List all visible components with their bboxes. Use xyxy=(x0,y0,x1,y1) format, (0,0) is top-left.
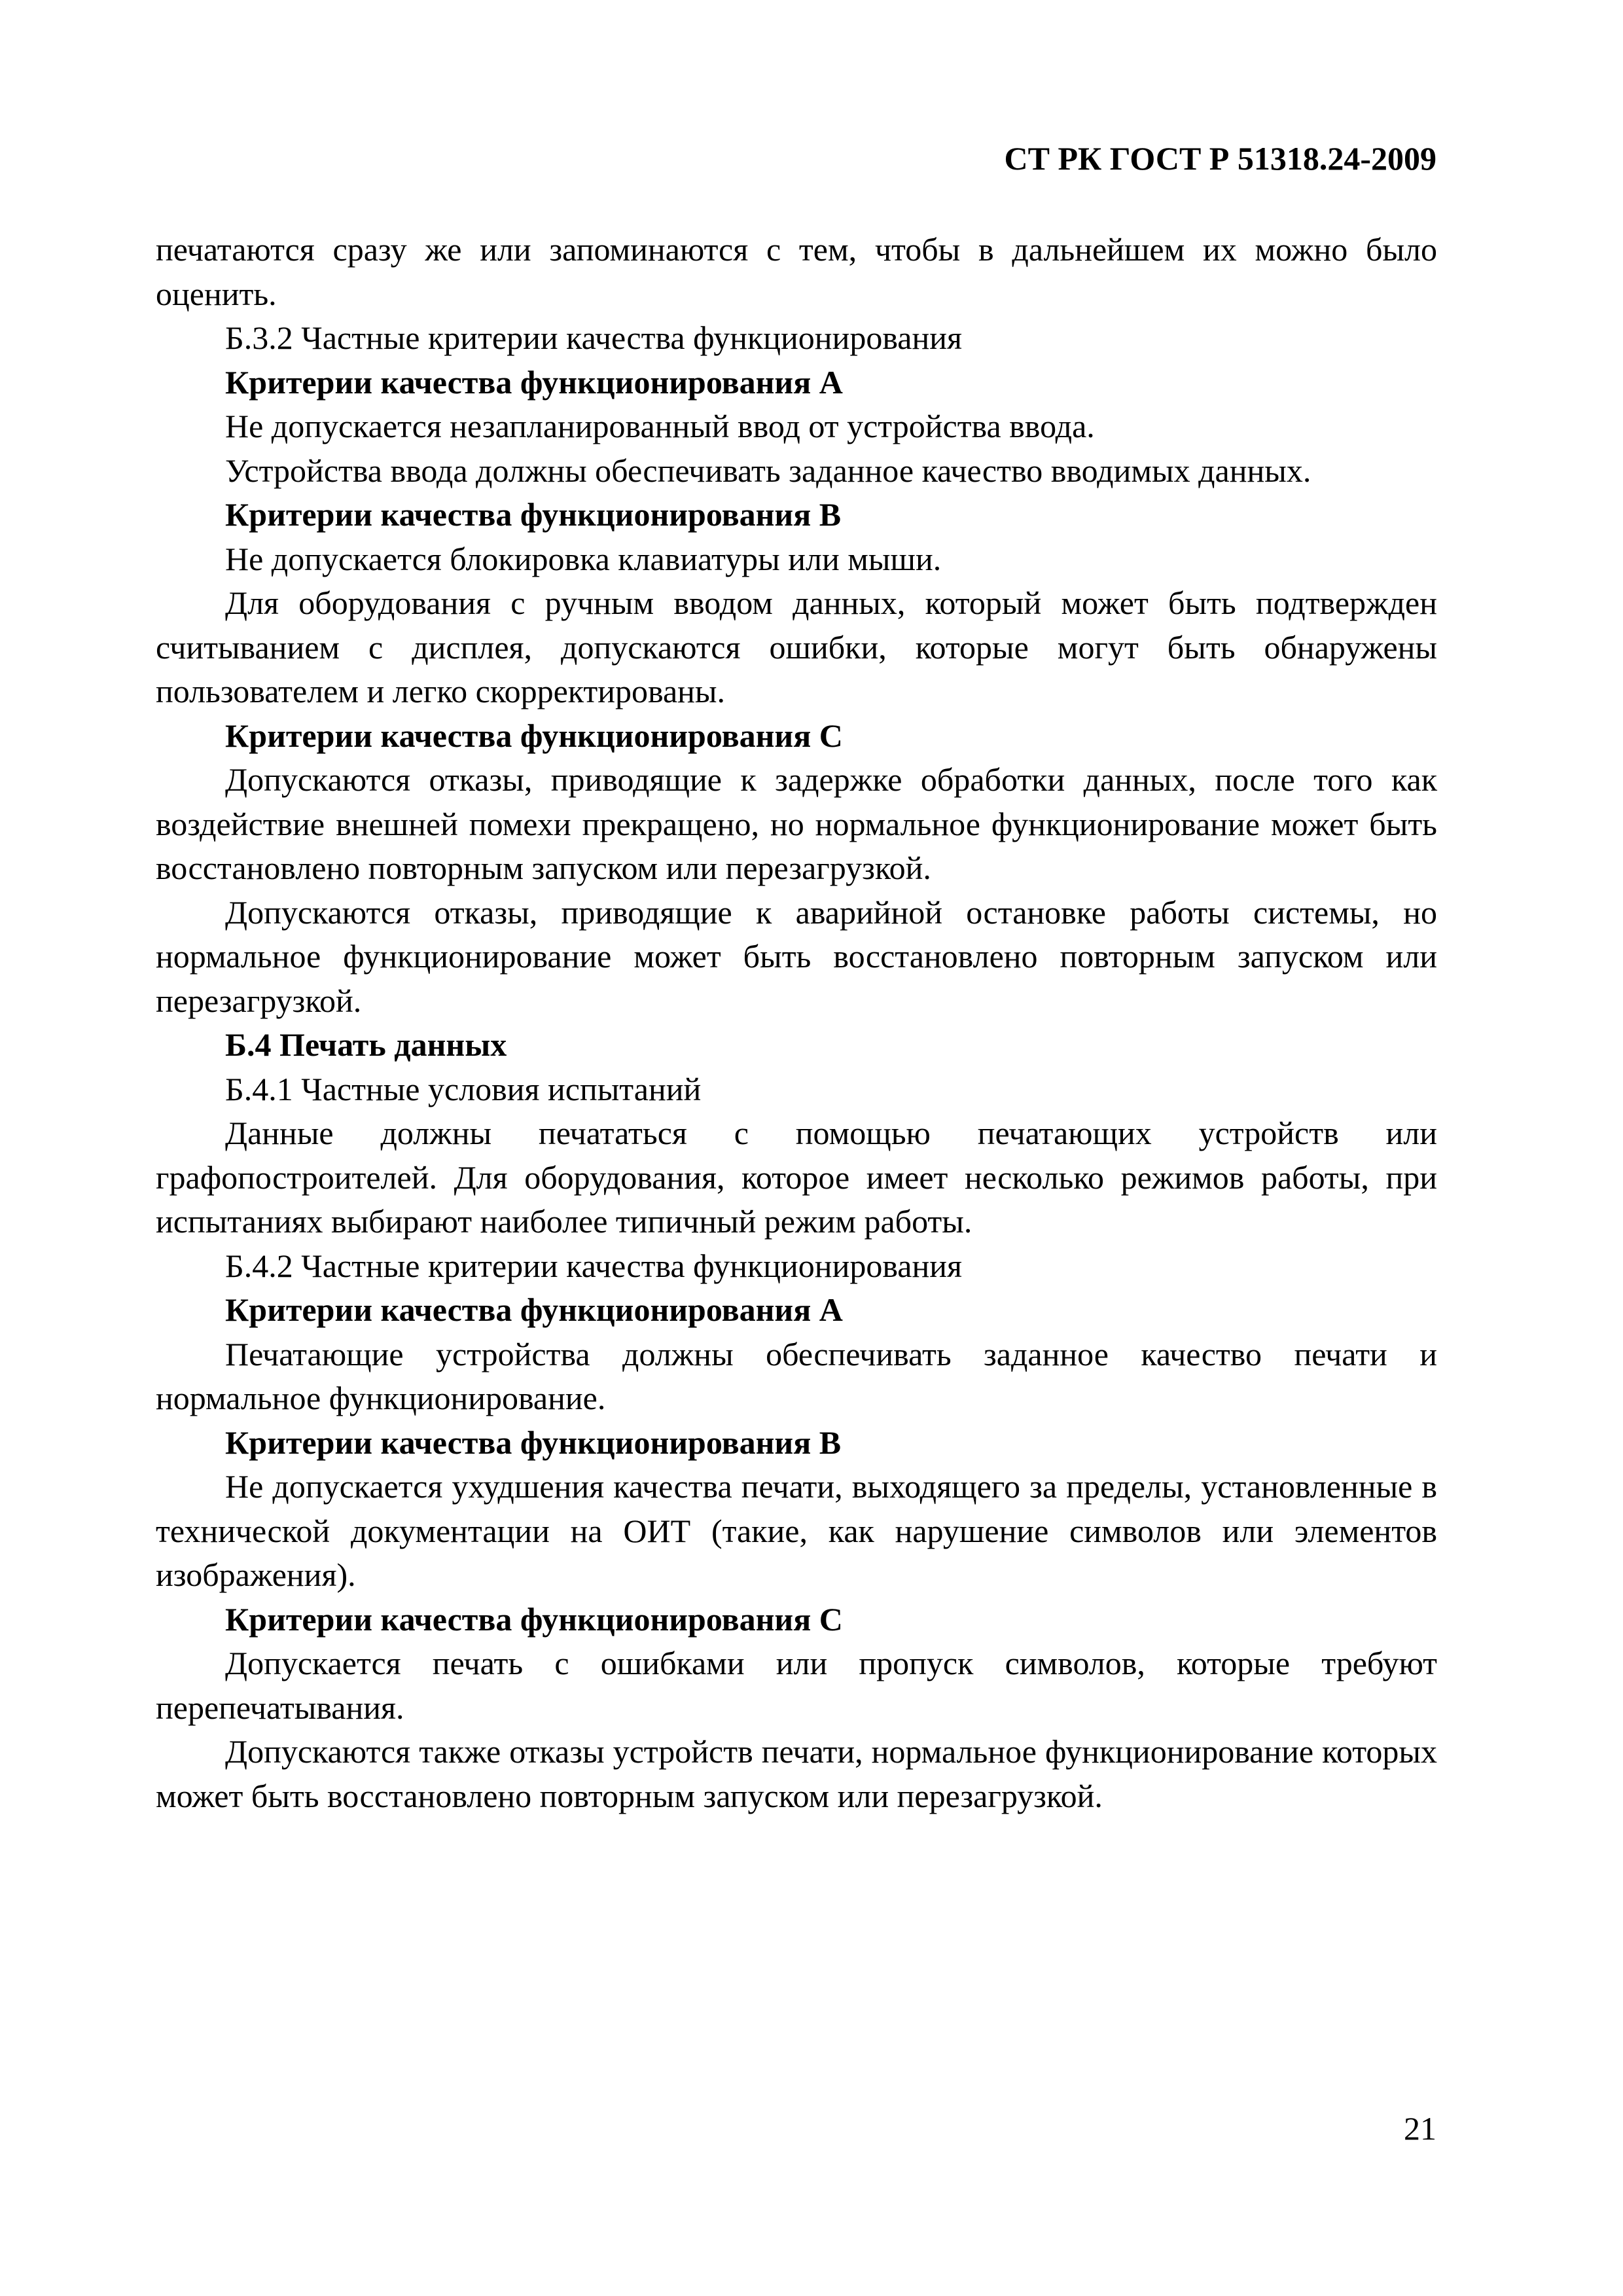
paragraph: Допускаются отказы, приводящие к аварийной остановке работы системы, но нормальное функционирование может быть восстановлено повторным запуском или перезагрузкой. xyxy=(156,893,1437,1019)
document-body xyxy=(156,228,1437,1818)
paragraph: Для оборудования с ручным вводом данных, который может быть подтвержден считыванием с дисплея, допускаются ошибки, которые могут быть обнаружены пользователем и легко скорректированы. xyxy=(156,584,1437,709)
subsection-heading-b42: Б.4.2 Частные критерии качества функционирования xyxy=(225,1247,962,1284)
paragraph: Печатающие устройства должны обеспечивать заданное качество печати и нормальное функционирование. xyxy=(156,1335,1437,1416)
subsection-heading-b41: Б.4.1 Частные условия испытаний xyxy=(225,1070,702,1107)
document-code-header: СТ РК ГОСТ Р 51318.24-2009 xyxy=(1004,140,1436,177)
paragraph: Допускаются отказы, приводящие к задержке обработки данных, после того как воздействие внешней помехи прекращено, но нормальное функционирование может быть восстановлено повторным запуском или перезагрузкой. xyxy=(156,761,1437,886)
paragraph: Допускаются также отказы устройств печати, нормальное функционирование которых может быть восстановлено повторным запуском или перезагрузкой. xyxy=(156,1733,1437,1814)
criteria-heading-a: Критерии качества функционирования А xyxy=(225,1291,843,1328)
criteria-heading-c: Критерии качества функционирования С xyxy=(225,717,843,754)
paragraph: Допускается печать с ошибками или пропуск символов, которые требуют перепечатывания. xyxy=(156,1645,1437,1726)
page-number: 21 xyxy=(1404,2110,1436,2147)
criteria-heading-a: Критерии качества функционирования А xyxy=(225,363,843,401)
criteria-heading-c: Критерии качества функционирования С xyxy=(225,1600,843,1638)
paragraph-continuation: печатаются сразу же или запоминаются с тем, чтобы в дальнейшем их можно было оценить. xyxy=(156,231,1437,312)
criteria-heading-b: Критерии качества функционирования В xyxy=(225,496,842,533)
criteria-heading-b: Критерии качества функционирования В xyxy=(225,1424,842,1461)
paragraph: Устройства ввода должны обеспечивать заданное качество вводимых данных. xyxy=(225,452,1311,489)
paragraph: Данные должны печататься с помощью печатающих устройств или графопостроителей. Для оборудования, которое имеет несколько режимов работы, при испытаниях выбирают наиболее типичный режим работы. xyxy=(156,1115,1437,1240)
section-heading-b4: Б.4 Печать данных xyxy=(225,1026,507,1063)
subsection-heading-b32: Б.3.2 Частные критерии качества функционирования xyxy=(225,319,962,356)
paragraph: Не допускается незапланированный ввод от устройства ввода. xyxy=(225,408,1095,444)
paragraph: Не допускается ухудшения качества печати, выходящего за пределы, установленные в технической документации на ОИТ (такие, как нарушение символов или элементов изображения). xyxy=(156,1468,1437,1593)
paragraph: Не допускается блокировка клавиатуры или мыши. xyxy=(225,540,942,577)
